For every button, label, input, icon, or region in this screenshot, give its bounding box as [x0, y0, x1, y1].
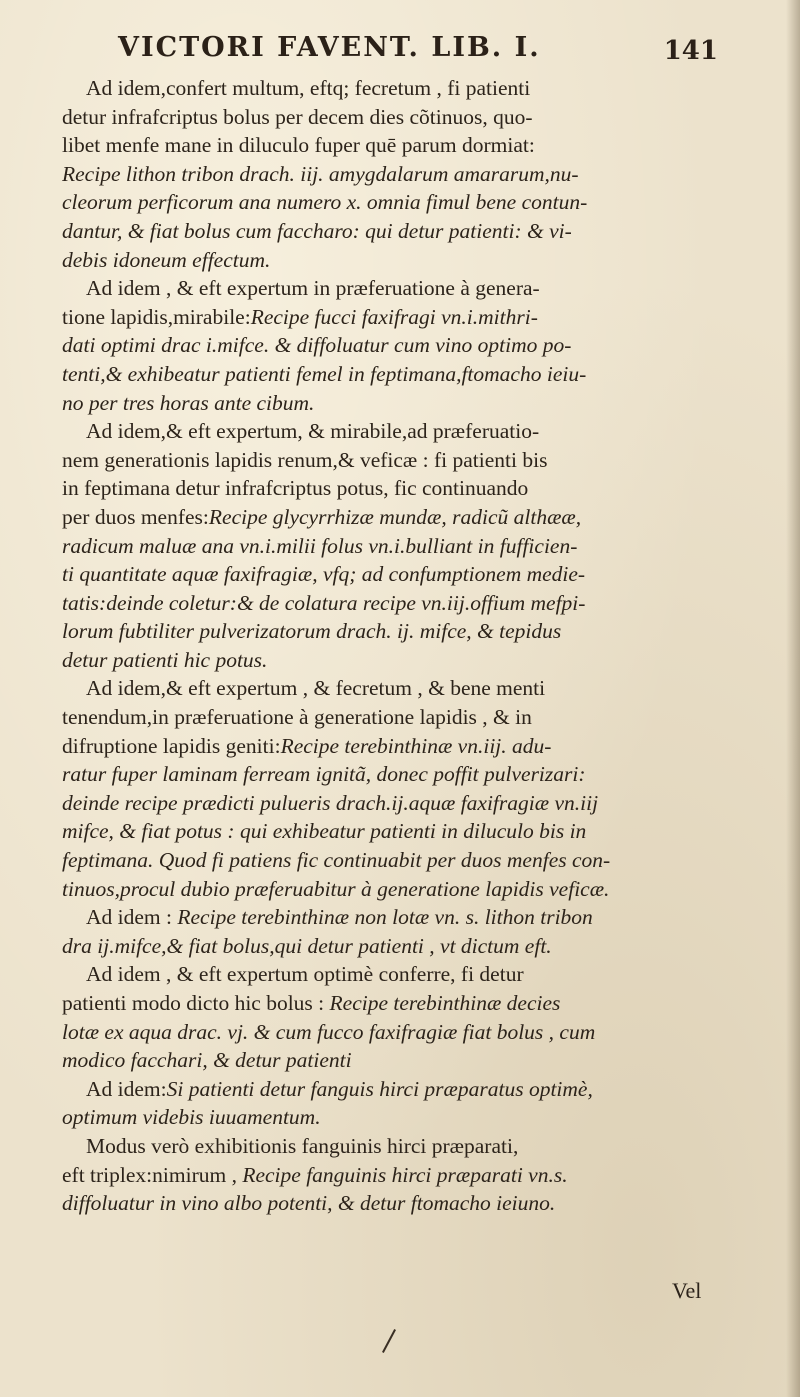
text-line: [62, 360, 740, 389]
italic-segment: Si patienti detur fanguis hirci præparatus optimè,: [166, 1076, 593, 1101]
text-line: [62, 217, 740, 246]
text-line: [62, 131, 740, 160]
text-line: [62, 674, 740, 703]
italic-segment: Recipe lithon tribon drach. iij. amygdalarum amararum,nu-: [62, 161, 579, 186]
roman-segment: per duos menfes:: [62, 504, 209, 529]
text-line: [62, 1161, 740, 1190]
text-line: [62, 732, 740, 761]
italic-segment: Recipe terebinthinæ decies: [324, 991, 561, 1015]
text-line: [62, 446, 740, 475]
text-line: [62, 1018, 740, 1047]
text-line: [62, 474, 740, 503]
pen-mark: [382, 1329, 396, 1353]
text-line: [62, 103, 740, 132]
text-line: [62, 417, 740, 446]
text-line: [62, 1189, 740, 1218]
text-line: [62, 188, 740, 217]
text-line: [62, 932, 740, 961]
roman-segment: Ad idem,confert multum, eftq; fecretum , fi patienti: [86, 76, 531, 100]
italic-segment: Recipe glycyrrhizæ mundæ, radicũ althææ,: [208, 504, 582, 529]
roman-segment: detur infrafcriptus bolus per decem dies cõtinuos, quo-: [62, 104, 533, 129]
page-number: 141: [663, 36, 718, 66]
text-line: [62, 846, 740, 875]
italic-segment: ti quantitate aquæ faxifragiæ, vfq; ad confumptionem medie-: [62, 562, 586, 587]
text-line: [62, 989, 740, 1018]
roman-segment: Modus verò exhibitionis fanguinis hirci præparati,: [86, 1133, 519, 1158]
italic-segment: modico facchari, & detur patienti: [62, 1048, 352, 1073]
italic-segment: no per tres horas ante cibum.: [62, 390, 315, 415]
text-line: [62, 532, 740, 561]
text-line: [62, 617, 740, 646]
italic-segment: deinde recipe prædicti pulueris drach.ij.aquæ faxifragiæ vn.iij: [62, 790, 599, 815]
text-line: [62, 789, 740, 818]
italic-segment: debis idoneum effectum.: [62, 247, 271, 272]
text-line: [62, 160, 740, 189]
text-line: [62, 875, 740, 904]
roman-segment: in feptimana detur infrafcriptus potus, fic continuando: [62, 476, 529, 501]
text-line: [62, 274, 740, 303]
text-line: [62, 646, 740, 675]
body-text: [62, 74, 740, 1218]
text-line: [62, 1103, 740, 1132]
roman-segment: tenendum,in præferuatione à generatione lapidis , & in: [62, 705, 532, 730]
text-line: [62, 560, 740, 589]
italic-segment: tatis:deinde coletur:& de colatura recipe vn.iij.offium mefpi-: [62, 590, 586, 615]
text-line: [62, 760, 740, 789]
italic-segment: lotæ ex aqua drac. vj. & cum fucco faxifragiæ fiat bolus , cum: [62, 1019, 596, 1044]
text-line: [62, 74, 740, 103]
running-head: VICTORI FAVENT. LIB. I.: [118, 32, 541, 63]
italic-segment: tenti,& exhibeatur patienti femel in feptimana,ftomacho ieiu-: [62, 361, 587, 386]
text-line: [62, 903, 740, 932]
italic-segment: dra ij.mifce,& fiat bolus,qui detur patienti , vt dictum eft.: [62, 933, 552, 958]
italic-segment: ratur fuper laminam ferream ignitã, donec poffit pulverizari:: [62, 762, 586, 787]
italic-segment: Recipe terebinthinæ non lotæ vn. s. lithon tribon: [172, 905, 593, 930]
roman-segment: tione lapidis,mirabile:: [62, 304, 251, 329]
italic-segment: tinuos,procul dubio præferuabitur à generatione lapidis veficæ.: [62, 876, 610, 901]
roman-segment: libet menfe mane in diluculo fuper quē parum dormiat:: [62, 133, 535, 158]
text-line: [62, 331, 740, 360]
text-line: [62, 589, 740, 618]
text-line: [62, 1132, 740, 1161]
roman-segment: Ad idem , & eft expertum optimè conferre, fi detur: [86, 962, 524, 987]
text-line: [62, 817, 740, 846]
roman-segment: nem generationis lapidis renum,& veficæ : fi patienti bis: [62, 447, 548, 472]
italic-segment: feptimana. Quod fi patiens fic continuabit per duos menfes con-: [62, 848, 611, 873]
italic-segment: diffoluatur in vino albo potenti, & detur ftomacho ieiuno.: [62, 1191, 556, 1216]
page-edge-shadow: [786, 0, 800, 1397]
text-line: [62, 389, 740, 418]
italic-segment: cleorum perficorum ana numero x. omnia fimul bene contun-: [62, 190, 588, 215]
page-header: [118, 32, 718, 76]
italic-segment: detur patienti hic potus.: [62, 647, 268, 672]
roman-segment: eft triplex:nimirum ,: [62, 1162, 237, 1187]
text-line: [62, 246, 740, 275]
catchword: Vel: [672, 1278, 702, 1303]
italic-segment: mifce, & fiat potus : qui exhibeatur patienti in diluculo bis in: [62, 819, 587, 844]
text-line: [62, 960, 740, 989]
roman-segment: Ad idem , & eft expertum in præferuatione à genera-: [86, 276, 540, 301]
roman-segment: Ad idem:: [86, 1076, 167, 1101]
italic-segment: optimum videbis iuuamentum.: [62, 1105, 321, 1130]
italic-segment: radicum maluæ ana vn.i.milii folus vn.i.bulliant in fufficien-: [62, 533, 578, 558]
italic-segment: dantur, & fiat bolus cum faccharo: qui detur patienti: & vi-: [62, 218, 572, 243]
text-line: [62, 703, 740, 732]
text-line: [62, 503, 740, 532]
italic-segment: Recipe fucci faxifragi vn.i.mithri-: [250, 304, 538, 329]
italic-segment: Recipe terebinthinæ vn.iij. adu-: [280, 733, 552, 758]
text-line: [62, 303, 740, 332]
roman-segment: Ad idem :: [86, 905, 172, 930]
italic-segment: lorum fubtiliter pulverizatorum drach. ij. mifce, & tepidus: [62, 619, 562, 644]
italic-segment: Recipe fanguinis hirci præparati vn.s.: [236, 1162, 568, 1187]
text-line: [62, 1075, 740, 1104]
roman-segment: Ad idem,& eft expertum , & fecretum , & bene menti: [86, 676, 546, 701]
text-line: [62, 1046, 740, 1075]
italic-segment: dati optimi drac i.mifce. & diffoluatur cum vino optimo po-: [62, 333, 572, 358]
roman-segment: patienti modo dicto hic bolus :: [62, 991, 325, 1015]
roman-segment: difruptione lapidis geniti:: [62, 733, 281, 758]
roman-segment: Ad idem,& eft expertum, & mirabile,ad præferuatio-: [86, 419, 540, 444]
